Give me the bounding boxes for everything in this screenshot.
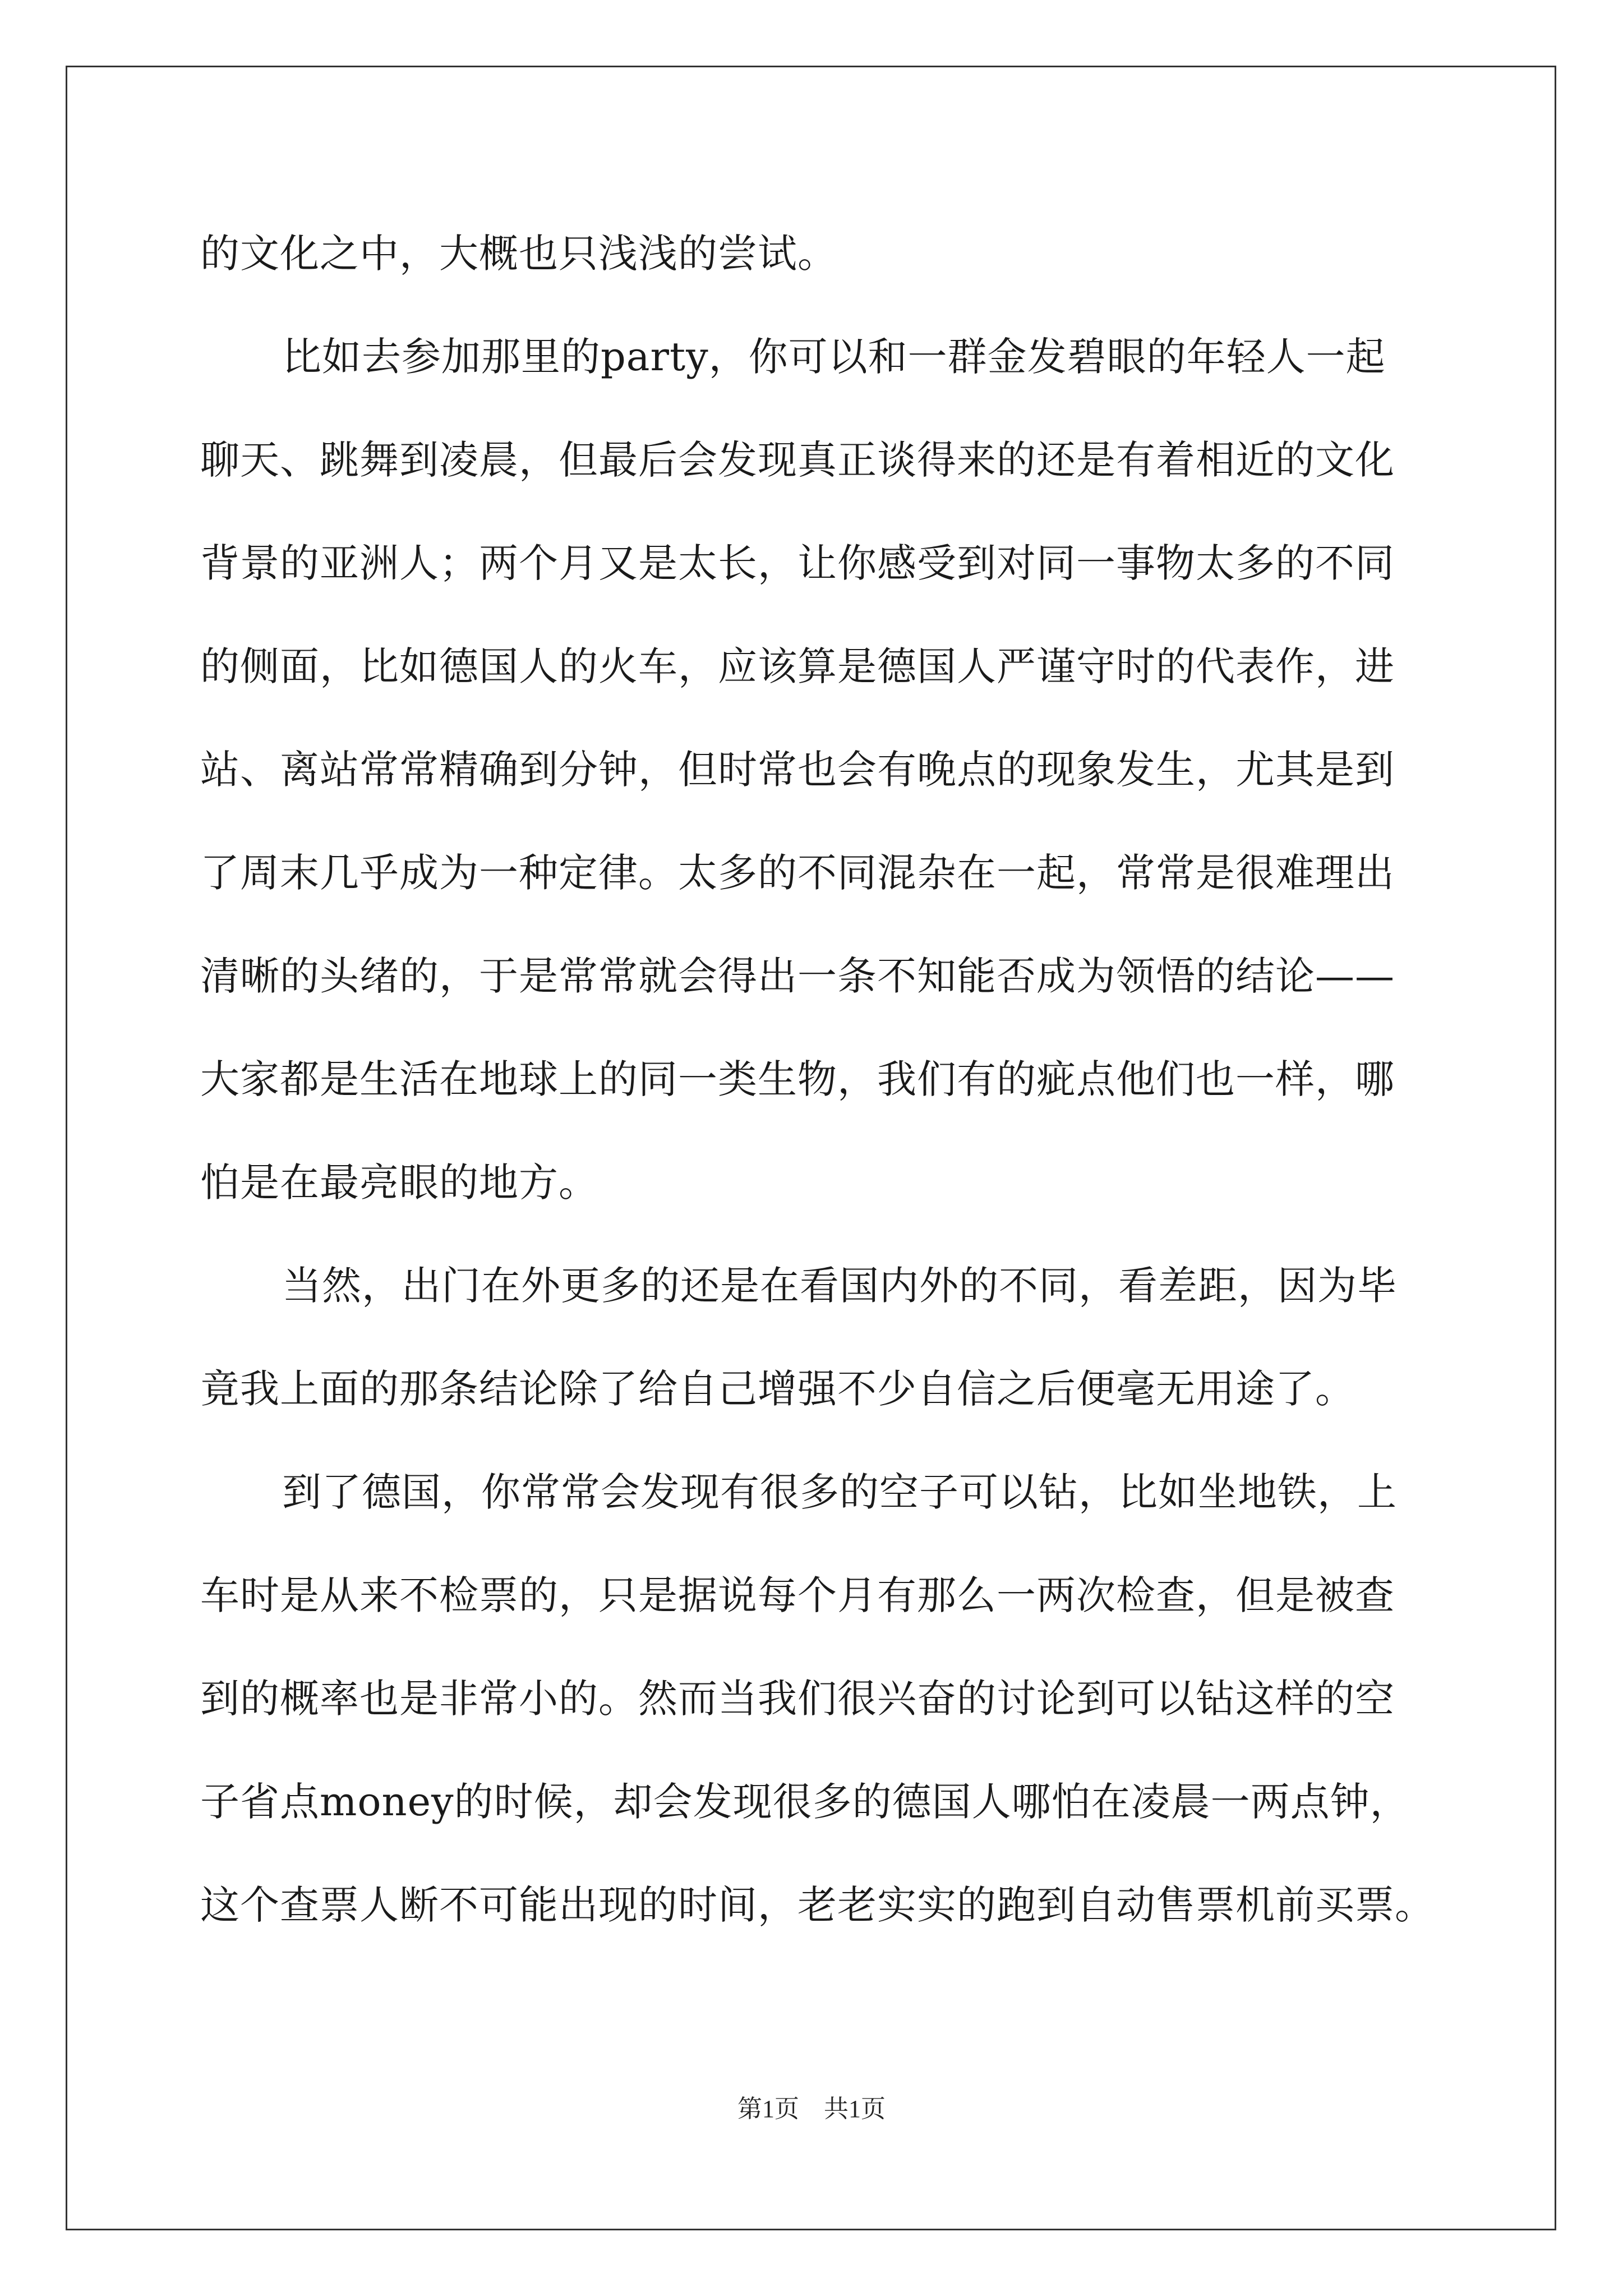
text-line-11: 当然，出门在外更多的还是在看国内外的不同，看差距，因为毕 bbox=[282, 1263, 1397, 1309]
text-line-9: 大家都是生活在地球上的同一类生物，我们有的疵点他们也一样，哪 bbox=[200, 1056, 1395, 1102]
text-line-12: 竟我上面的那条结论除了给自己增强不少自信之后便毫无用途了。 bbox=[200, 1366, 1355, 1412]
text-line-13: 到了德国，你常常会发现有很多的空子可以钻，比如坐地铁，上 bbox=[282, 1469, 1397, 1515]
text-line-4: 背景的亚洲人；两个月又是太长，让你感受到对同一事物太多的不同 bbox=[200, 540, 1395, 586]
text-line-1: 的文化之中，大概也只浅浅的尝试。 bbox=[200, 231, 837, 277]
text-line-8: 清晰的头绪的，于是常常就会得出一条不知能否成为领悟的结论—— bbox=[200, 953, 1395, 999]
document-body bbox=[200, 202, 1434, 1957]
text-line-14: 车时是从来不检票的，只是据说每个月有那么一两次检查，但是被查 bbox=[200, 1572, 1395, 1618]
text-line-7: 了周末几乎成为一种定律。太多的不同混杂在一起，常常是很难理出 bbox=[200, 850, 1395, 896]
text-line-3: 聊天、跳舞到凌晨，但最后会发现真正谈得来的还是有着相近的文化 bbox=[200, 437, 1395, 483]
text-line-16: 子省点money的时候，却会发现很多的德国人哪怕在凌晨一两点钟， bbox=[200, 1779, 1410, 1825]
text-line-10: 怕是在最亮眼的地方。 bbox=[200, 1159, 598, 1205]
text-line-17: 这个查票人断不可能出现的时间，老老实实的跑到自动售票机前买票。 bbox=[200, 1882, 1435, 1928]
page-number: 第1页 共1页 bbox=[737, 2095, 886, 2123]
text-line-2: 比如去参加那里的party，你可以和一群金发碧眼的年轻人一起 bbox=[282, 334, 1386, 380]
text-line-6: 站、离站常常精确到分钟，但时常也会有晚点的现象发生，尤其是到 bbox=[200, 747, 1395, 793]
text-line-5: 的侧面，比如德国人的火车，应该算是德国人严谨守时的代表作，进 bbox=[200, 643, 1395, 689]
text-line-15: 到的概率也是非常小的。然而当我们很兴奋的讨论到可以钻这样的空 bbox=[200, 1676, 1395, 1722]
